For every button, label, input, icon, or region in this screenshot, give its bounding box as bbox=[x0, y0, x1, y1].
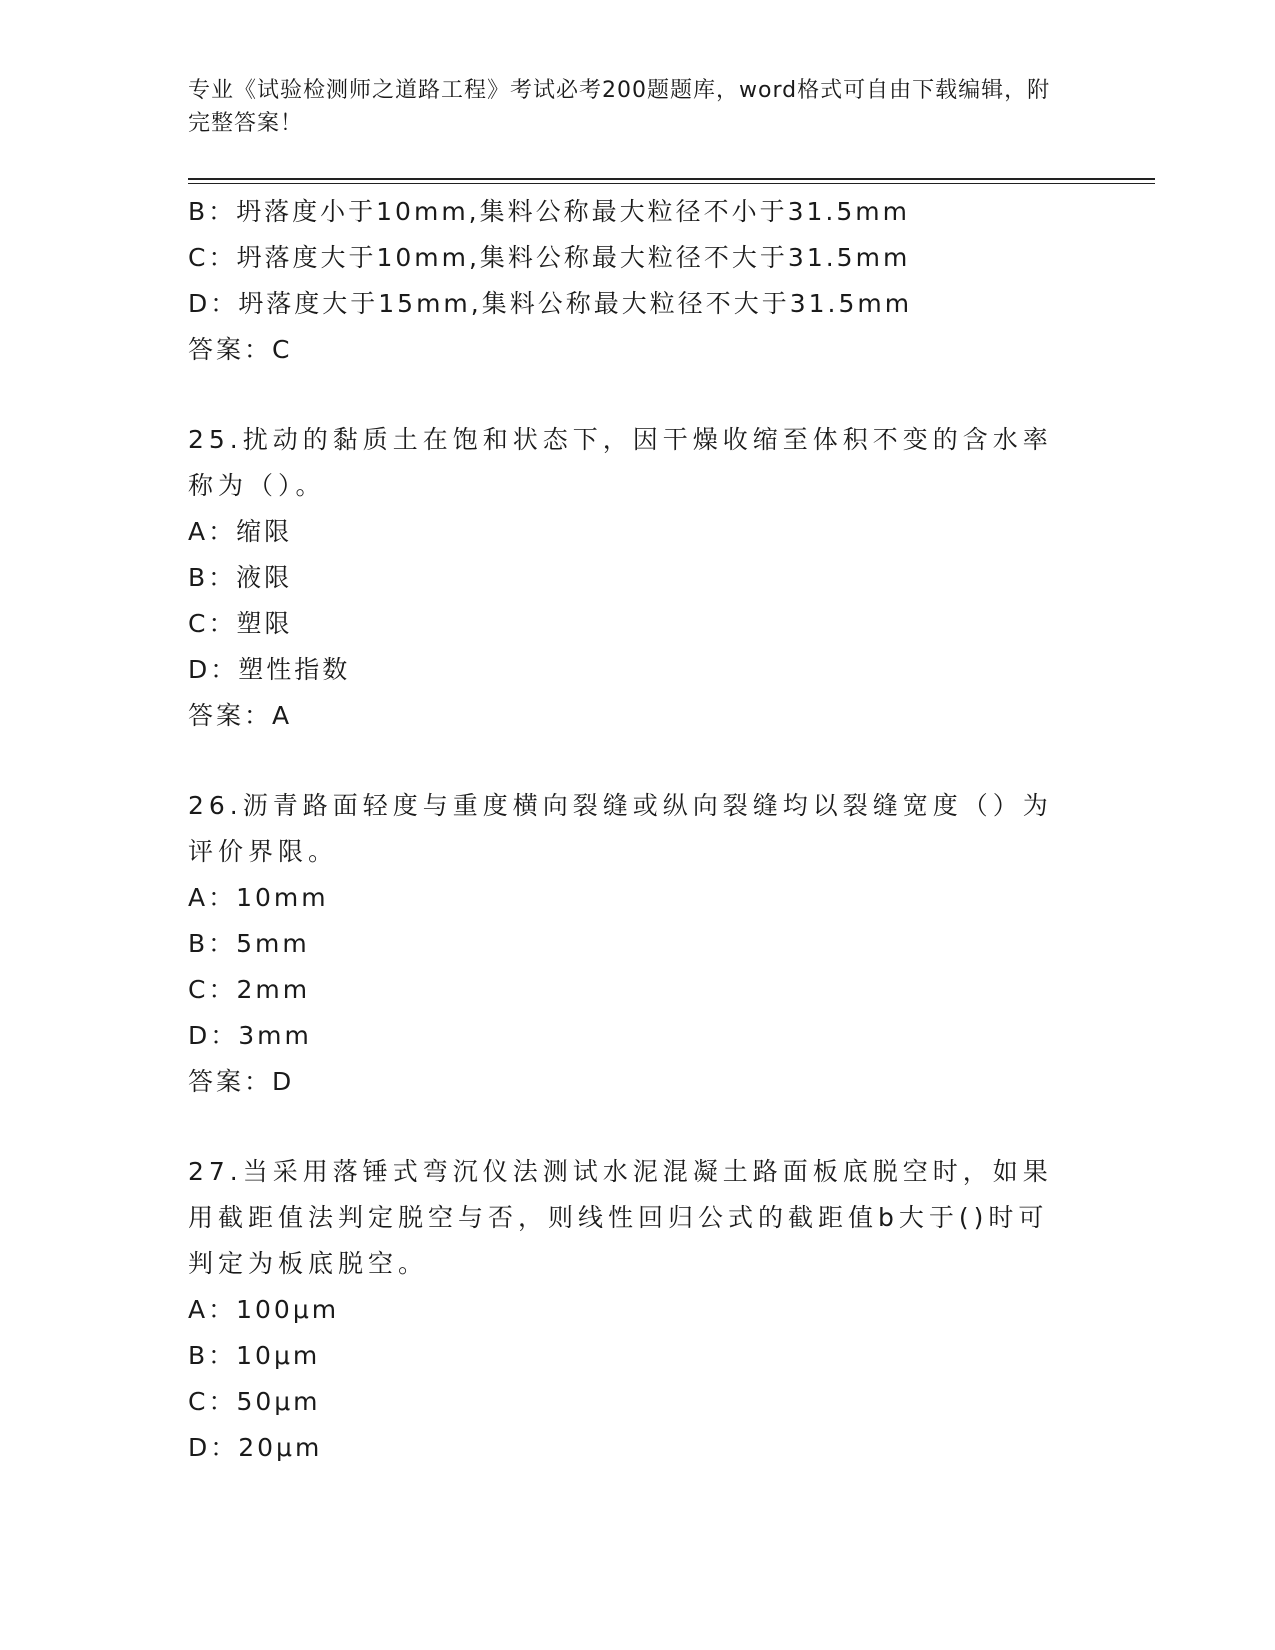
header-divider-thick bbox=[188, 178, 1155, 180]
option-b: B：液限 bbox=[188, 563, 293, 592]
option-a: A：10mm bbox=[188, 883, 329, 912]
question-block-26 bbox=[188, 783, 1078, 1105]
option-b: B：5mm bbox=[188, 929, 310, 958]
option-d: D：20μm bbox=[188, 1433, 323, 1462]
answer-line: 答案：A bbox=[188, 701, 293, 730]
document-header: 专业《试验检测师之道路工程》考试必考200题题库，word格式可自由下载编辑，附完整答案！ bbox=[188, 78, 1051, 136]
option-d: D：坍落度大于15mm,集料公称最大粒径不大于31.5mm bbox=[188, 289, 913, 318]
question-stem: 27.当采用落锤式弯沉仪法测试水泥混凝土路面板底脱空时，如果用截距值法判定脱空与否，则线性回归公式的截距值b大于()时可判定为板底脱空。 bbox=[188, 1157, 1053, 1278]
header-divider-thin bbox=[188, 183, 1155, 184]
option-b: B：坍落度小于10mm,集料公称最大粒径不小于31.5mm bbox=[188, 197, 910, 226]
question-stem: 25.扰动的黏质土在饱和状态下，因干燥收缩至体积不变的含水率称为（）。 bbox=[188, 425, 1053, 500]
option-c: C：坍落度大于10mm,集料公称最大粒径不大于31.5mm bbox=[188, 243, 911, 272]
option-d: D：3mm bbox=[188, 1021, 312, 1050]
option-c: C：50μm bbox=[188, 1387, 321, 1416]
option-c: C：2mm bbox=[188, 975, 311, 1004]
option-a: A：100μm bbox=[188, 1295, 340, 1324]
option-c: C：塑限 bbox=[188, 609, 293, 638]
question-stem: 26.沥青路面轻度与重度横向裂缝或纵向裂缝均以裂缝宽度（）为评价界限。 bbox=[188, 791, 1053, 866]
option-b: B：10μm bbox=[188, 1341, 321, 1370]
option-d: D：塑性指数 bbox=[188, 655, 351, 684]
question-list bbox=[188, 189, 1078, 1471]
question-block-24 bbox=[188, 189, 1078, 373]
question-block-27 bbox=[188, 1149, 1078, 1471]
answer-line: 答案：C bbox=[188, 335, 293, 364]
question-block-25 bbox=[188, 417, 1078, 739]
answer-line: 答案：D bbox=[188, 1067, 295, 1096]
option-a: A：缩限 bbox=[188, 517, 293, 546]
